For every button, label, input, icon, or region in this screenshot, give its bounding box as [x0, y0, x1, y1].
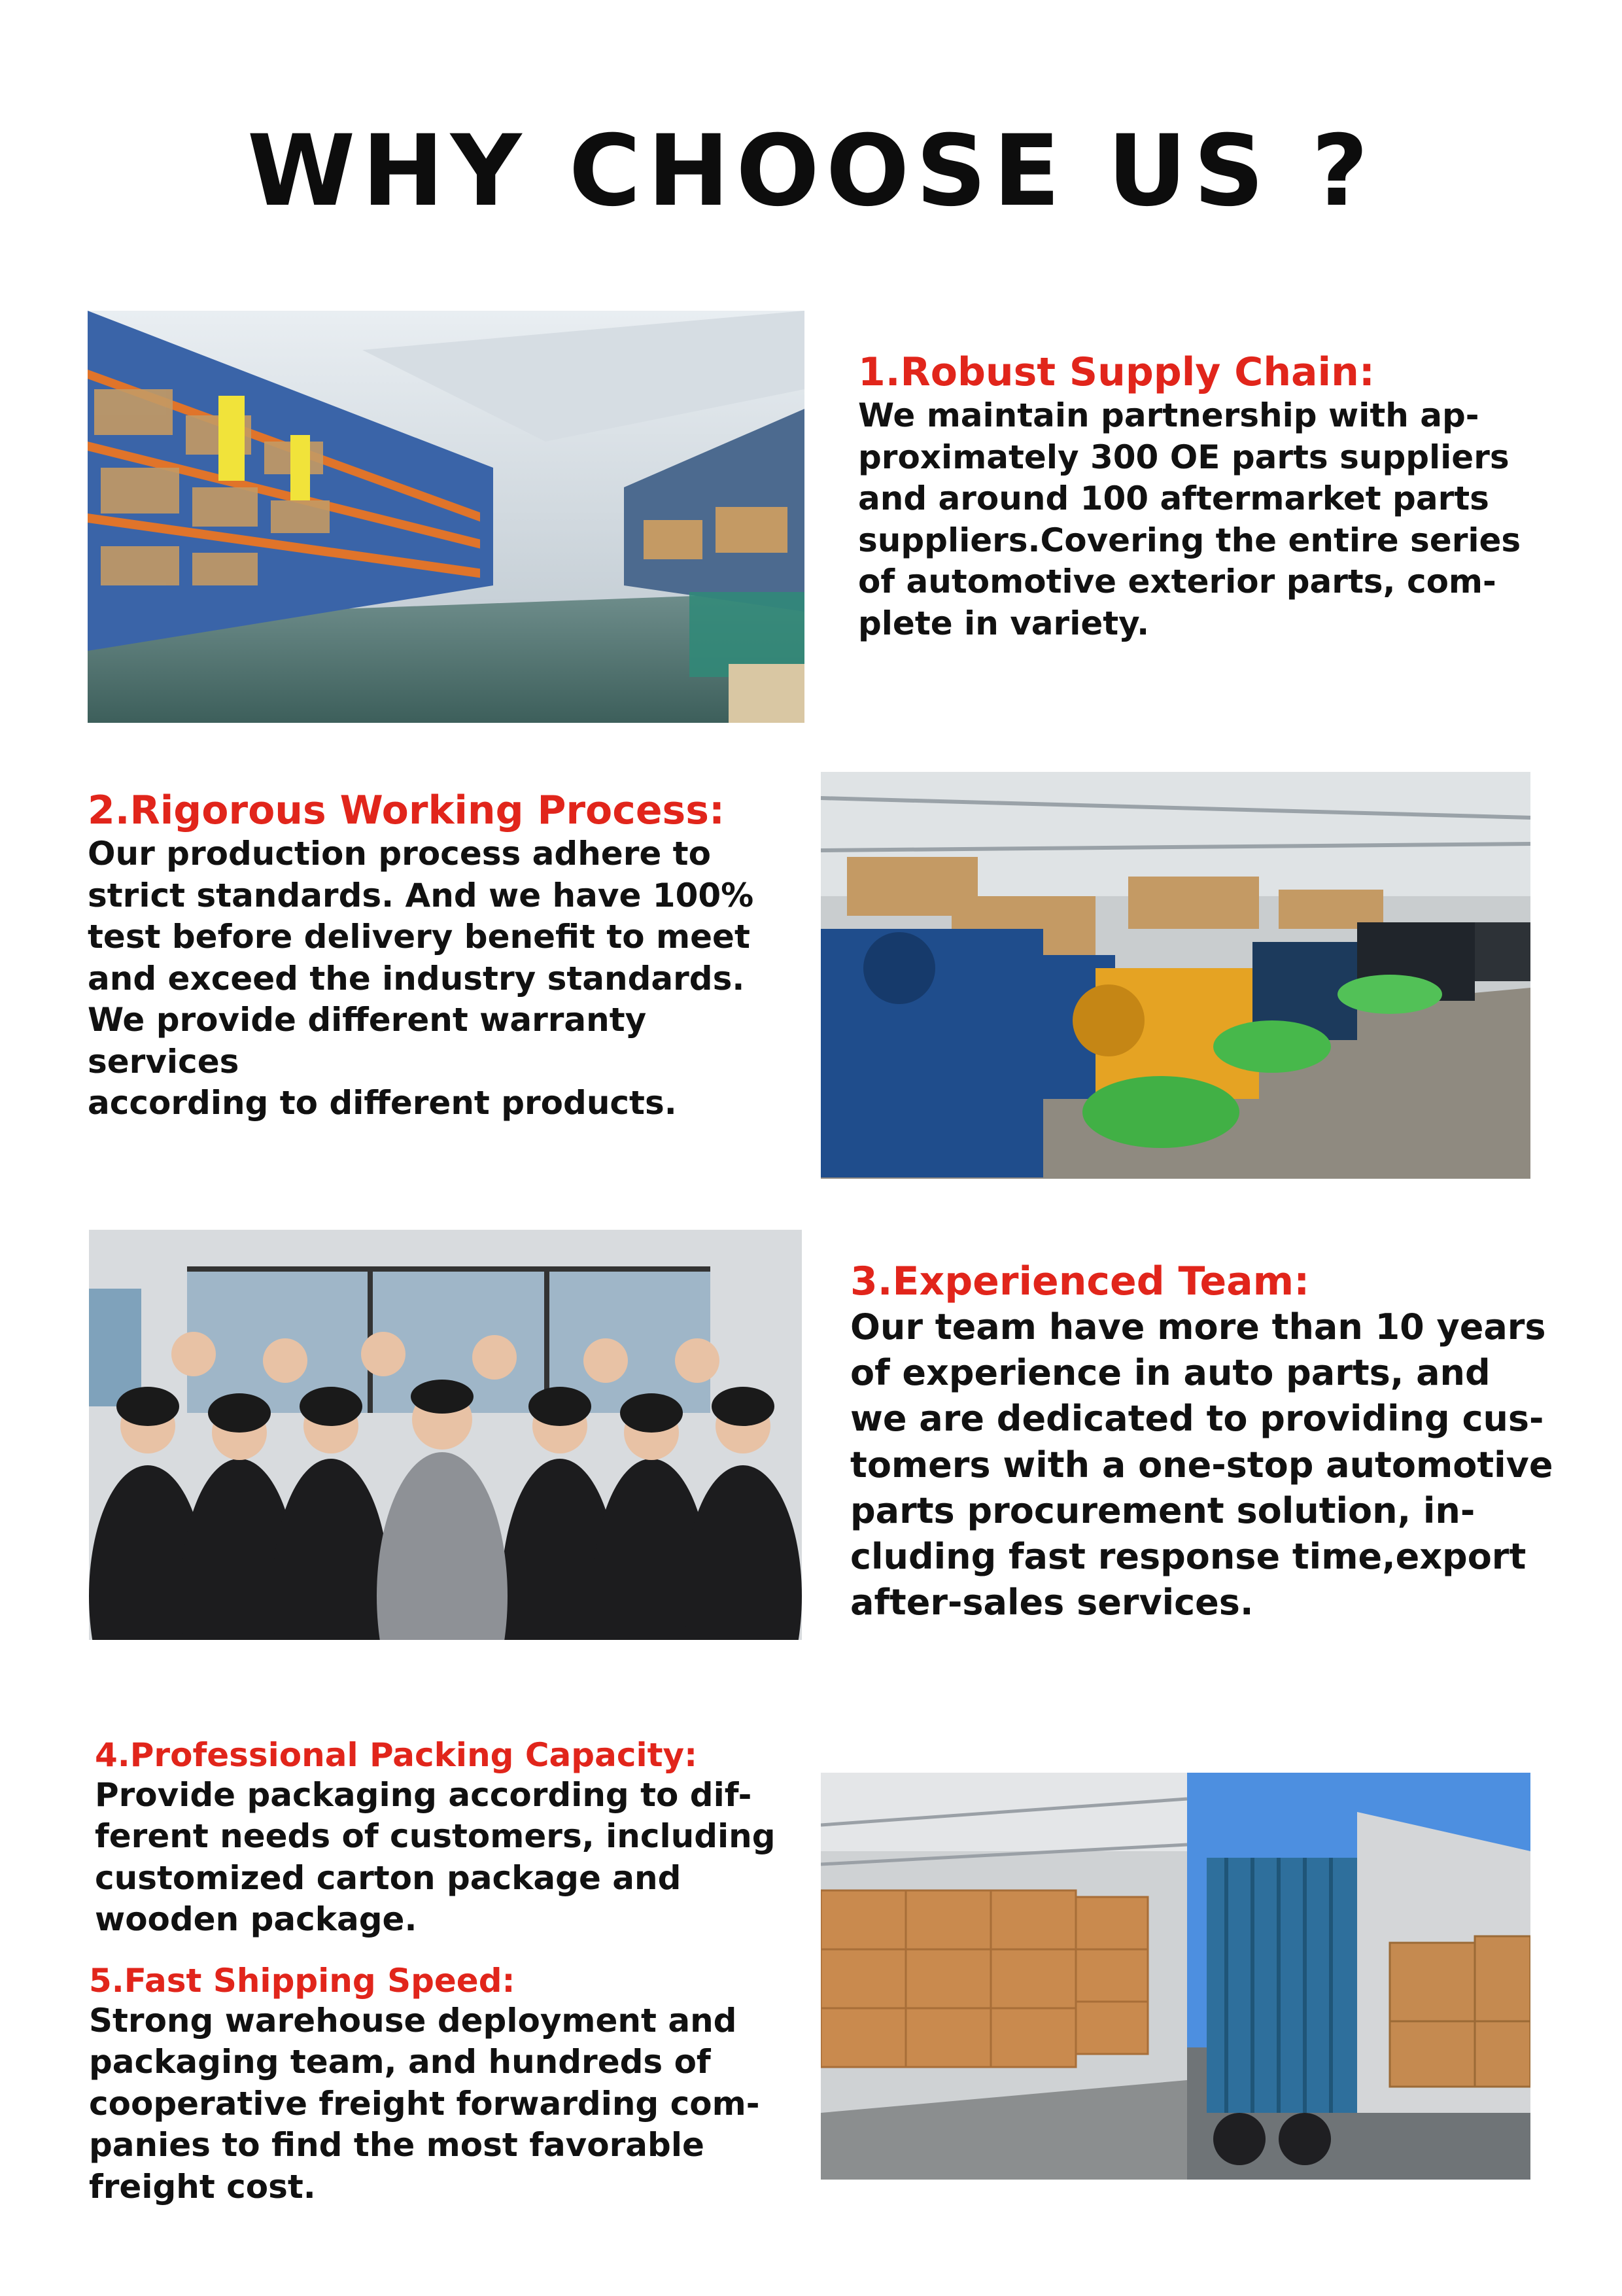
section-5-heading: 5.Fast Shipping Speed: — [89, 1962, 515, 2000]
packing-shipping-photo — [821, 1773, 1530, 2180]
section-2-line: Our production process adhere to — [88, 835, 711, 873]
section-4-heading: 4.Professional Packing Capacity: — [95, 1736, 698, 1774]
section-2-line: and exceed the industry standards. — [88, 959, 745, 998]
section-5-line: packaging team, and hundreds of — [89, 2043, 711, 2081]
section-5-line: panies to ﬁnd the most favorable — [89, 2126, 704, 2164]
section-3-line: cluding fast response time,export — [850, 1535, 1527, 1577]
section-3-line: parts procurement solution, in- — [850, 1489, 1475, 1531]
section-1-line: proximately 300 OE parts suppliers — [858, 438, 1510, 476]
section-1-line: of automotive exterior parts, com- — [858, 563, 1496, 600]
section-5-line: freight cost. — [89, 2167, 316, 2206]
section-1-line: We maintain partnership with ap- — [858, 396, 1479, 434]
engine-factory-photo — [821, 772, 1530, 1179]
section-5-line: cooperative freight forwarding com- — [89, 2084, 760, 2123]
section-3-heading: 3.Experienced Team: — [850, 1259, 1310, 1304]
section-3-line: tomers with a one-stop automotive — [850, 1444, 1553, 1486]
section-1-line: plete in variety. — [858, 604, 1150, 642]
section-3-line: we are dedicated to providing cus- — [850, 1398, 1544, 1440]
section-3-line: after-sales services. — [850, 1582, 1254, 1624]
section-1-heading: 1.Robust Supply Chain: — [858, 349, 1375, 395]
section-2-line: according to different products. — [88, 1084, 677, 1122]
section-2-line: We provide different warranty services — [88, 1001, 647, 1081]
section-4-line: Provide packaging according to dif- — [95, 1775, 752, 1814]
page-title: WHY CHOOSE US ? — [247, 114, 1375, 228]
section-4-line: ferent needs of customers, including — [95, 1817, 776, 1855]
section-3-line: of experience in auto parts, and — [850, 1352, 1491, 1394]
section-1-line: suppliers.Covering the entire series — [858, 521, 1521, 559]
section-2-line: test before delivery beneﬁt to meet — [88, 918, 750, 956]
section-5-line: Strong warehouse deployment and — [89, 2001, 737, 2040]
section-1-line: and around 100 aftermarket parts — [858, 479, 1489, 517]
warehouse-shelves-photo — [88, 311, 804, 723]
section-4-line: wooden package. — [95, 1900, 417, 1938]
section-4-line: customized carton package and — [95, 1858, 682, 1897]
team-group-photo — [89, 1230, 802, 1640]
section-2-line: strict standards. And we have 100% — [88, 876, 754, 914]
section-3-line: Our team have more than 10 years — [850, 1306, 1546, 1348]
section-2-heading: 2.Rigorous Working Process: — [88, 788, 725, 833]
